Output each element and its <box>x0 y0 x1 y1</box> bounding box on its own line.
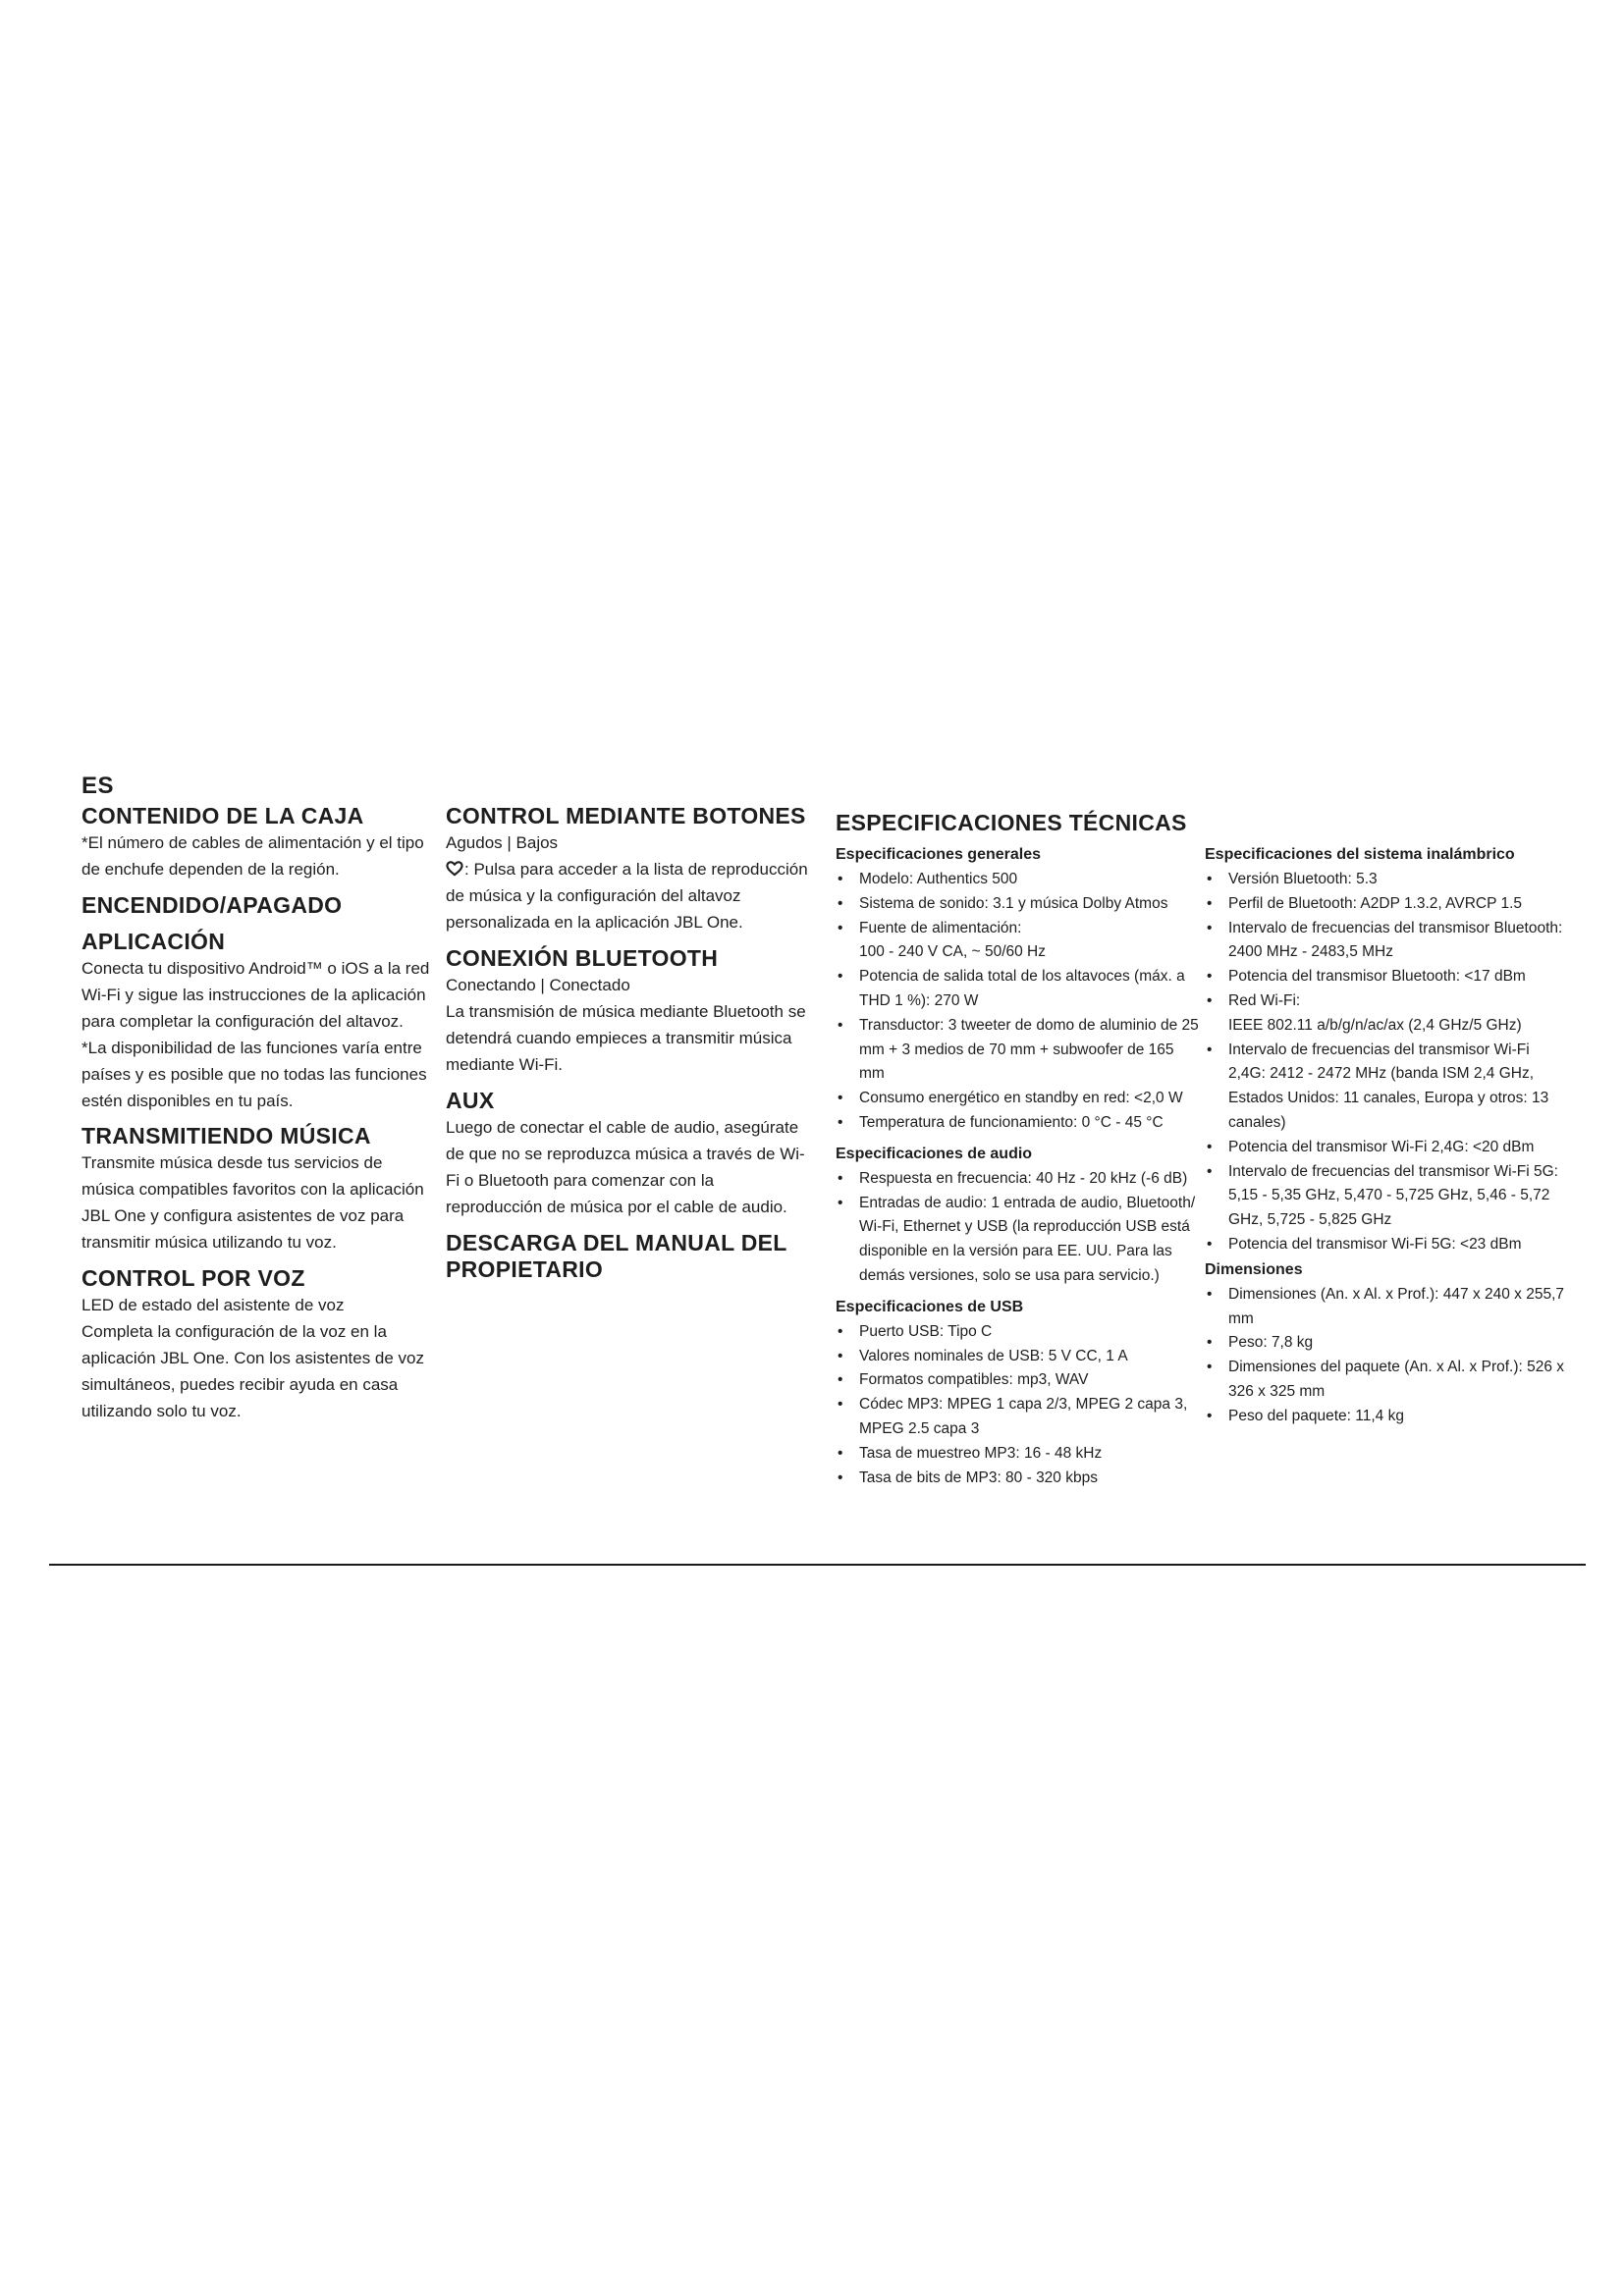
box-contents-text: *El número de cables de alimentación y el tipo de enchufe dependen de la región. <box>81 833 424 879</box>
list-item: • Peso: 7,8 kg <box>1205 1331 1568 1356</box>
app-note: *La disponibilidad de las funciones varía entre países y es posible que no todas las funciones estén disponibles en tu país. <box>81 1039 427 1110</box>
box-contents-heading: CONTENIDO DE LA CAJA <box>81 803 364 828</box>
list-item: • Intervalo de frecuencias del transmisor Bluetooth: 2400 MHz - 2483,5 MHz <box>1205 917 1568 966</box>
list-item: • Formatos compatibles: mp3, WAV <box>836 1368 1199 1393</box>
column-2 <box>446 803 809 1283</box>
voice-control-text: Completa la configuración de la voz en la aplicación JBL One. Con los asistentes de voz simultáneos, puedes recibir ayuda en casa utilizando solo tu voz. <box>81 1322 425 1420</box>
audio-specs-heading: Especificaciones de audio <box>836 1145 1033 1162</box>
voice-control-heading: CONTROL POR VOZ <box>81 1265 305 1291</box>
usb-specs-heading: Especificaciones de USB <box>836 1298 1024 1315</box>
voice-led-text: LED de estado del asistente de voz <box>81 1296 345 1314</box>
list-item: • Tasa de muestreo MP3: 16 - 48 kHz <box>836 1442 1199 1467</box>
streaming-heading: TRANSMITIENDO MÚSICA <box>81 1123 371 1148</box>
aux-heading: AUX <box>446 1088 495 1113</box>
list-item: • Temperatura de funcionamiento: 0 °C - 45 °C <box>836 1111 1199 1136</box>
list-item: • Sistema de sonido: 3.1 y música Dolby Atmos <box>836 892 1199 917</box>
list-item: • Respuesta en frecuencia: 40 Hz - 20 kHz (-6 dB) <box>836 1167 1199 1192</box>
list-item: • Modelo: Authentics 500 <box>836 868 1199 892</box>
list-item: • Potencia del transmisor Bluetooth: <17 dBm <box>1205 965 1568 989</box>
column-3 <box>836 803 1199 1490</box>
dimensions-list <box>1205 1283 1568 1429</box>
wireless-specs-list <box>1205 868 1568 1257</box>
list-item: • Intervalo de frecuencias del transmisor Wi-Fi 5G: 5,15 - 5,35 GHz, 5,470 - 5,725 GHz, 5,46 - 5,72 GHz, 5,725 - 5,825 GHz <box>1205 1160 1568 1233</box>
wireless-specs-heading: Especificaciones del sistema inalámbrico <box>1205 846 1515 863</box>
streaming-text: Transmite música desde tus servicios de música compatibles favoritos con la aplicación JBL One y configura asistentes de voz para transmitir música utilizando tu voz. <box>81 1153 424 1252</box>
specs-heading: ESPECIFICACIONES TÉCNICAS <box>836 810 1187 835</box>
heart-icon <box>446 861 463 877</box>
app-text: Conecta tu dispositivo Android™ o iOS a la red Wi-Fi y sigue las instrucciones de la aplicación para completar la configuración del altavoz. <box>81 959 430 1031</box>
general-specs-list <box>836 868 1199 1136</box>
list-item: • Códec MP3: MPEG 1 capa 2/3, MPEG 2 capa 3, MPEG 2.5 capa 3 <box>836 1393 1199 1442</box>
list-item: • Peso del paquete: 11,4 kg <box>1205 1405 1568 1429</box>
power-supply-label: Fuente de alimentación: <box>859 919 1022 936</box>
list-item: • Versión Bluetooth: 5.3 <box>1205 868 1568 892</box>
list-item: • Potencia del transmisor Wi-Fi 5G: <23 dBm <box>1205 1233 1568 1257</box>
list-item: • Transductor: 3 tweeter de domo de aluminio de 25 mm + 3 medios de 70 mm + subwoofer de 165 mm <box>836 1014 1199 1087</box>
bluetooth-text: La transmisión de música mediante Bluetooth se detendrá cuando empieces a transmitir música mediante Wi-Fi. <box>446 1002 806 1074</box>
list-item: • Entradas de audio: 1 entrada de audio, Bluetooth/ Wi-Fi, Ethernet y USB (la reproducción USB está disponible en la versión para EE. UU. Para las demás versiones, solo se usa para servicio.) <box>836 1192 1199 1289</box>
dimensions-heading: Dimensiones <box>1205 1260 1303 1278</box>
list-item: • Dimensiones (An. x Al. x Prof.): 447 x 240 x 255,7 mm <box>1205 1283 1568 1332</box>
language-code: ES <box>81 773 115 799</box>
list-item: • Potencia del transmisor Wi-Fi 2,4G: <20 dBm <box>1205 1136 1568 1160</box>
bluetooth-status-line: Conectando | Conectado <box>446 976 630 994</box>
app-heading: APLICACIÓN <box>81 929 226 954</box>
treble-bass-line: Agudos | Bajos <box>446 833 559 852</box>
audio-specs-list <box>836 1167 1199 1289</box>
manual-download-heading: DESCARGA DEL MANUAL DEL PROPIETARIO <box>446 1230 787 1282</box>
button-text <box>446 856 809 935</box>
list-item: • Perfil de Bluetooth: A2DP 1.3.2, AVRCP 1.5 <box>1205 892 1568 917</box>
usb-specs-list <box>836 1320 1199 1491</box>
list-item <box>836 917 1199 966</box>
list-item: • Consumo energético en standby en red: <2,0 W <box>836 1087 1199 1111</box>
power-heading: ENCENDIDO/APAGADO <box>81 892 343 918</box>
list-item: • Puerto USB: Tipo C <box>836 1320 1199 1345</box>
horizontal-divider <box>49 1564 1586 1566</box>
aux-text: Luego de conectar el cable de audio, asegúrate de que no se reproduzca música a través de Wi-Fi o Bluetooth para comenzar con la reproducción de música por el cable de audio. <box>446 1118 805 1216</box>
general-specs-heading: Especificaciones generales <box>836 846 1041 863</box>
button-control-heading: CONTROL MEDIANTE BOTONES <box>446 803 806 828</box>
wifi-standard: IEEE 802.11 a/b/g/n/ac/ax (2,4 GHz/5 GHz) <box>1228 1016 1522 1034</box>
bluetooth-heading: CONEXIÓN BLUETOOTH <box>446 945 719 971</box>
list-item: • Tasa de bits de MP3: 80 - 320 kbps <box>836 1467 1199 1491</box>
column-1 <box>81 803 430 1424</box>
power-supply-range: 100 - 240 V CA, ~ 50/60 Hz <box>859 943 1046 961</box>
column-4 <box>1205 842 1568 1429</box>
list-item: • Valores nominales de USB: 5 V CC, 1 A <box>836 1345 1199 1369</box>
list-item: • Dimensiones del paquete (An. x Al. x Prof.): 526 x 326 x 325 mm <box>1205 1356 1568 1405</box>
button-text-content: : Pulsa para acceder a la lista de reproducción de música y la configuración del altavoz personalizada en la aplicación JBL One. <box>446 860 808 932</box>
list-item <box>1205 989 1568 1039</box>
list-item: • Intervalo de frecuencias del transmisor Wi-Fi 2,4G: 2412 - 2472 MHz (banda ISM 2,4 GHz, Estados Unidos: 11 canales, Europa y otros: 13 canales) <box>1205 1039 1568 1136</box>
list-item: • Potencia de salida total de los altavoces (máx. a THD 1 %): 270 W <box>836 965 1199 1014</box>
wifi-network-label: Red Wi-Fi: <box>1228 991 1301 1009</box>
